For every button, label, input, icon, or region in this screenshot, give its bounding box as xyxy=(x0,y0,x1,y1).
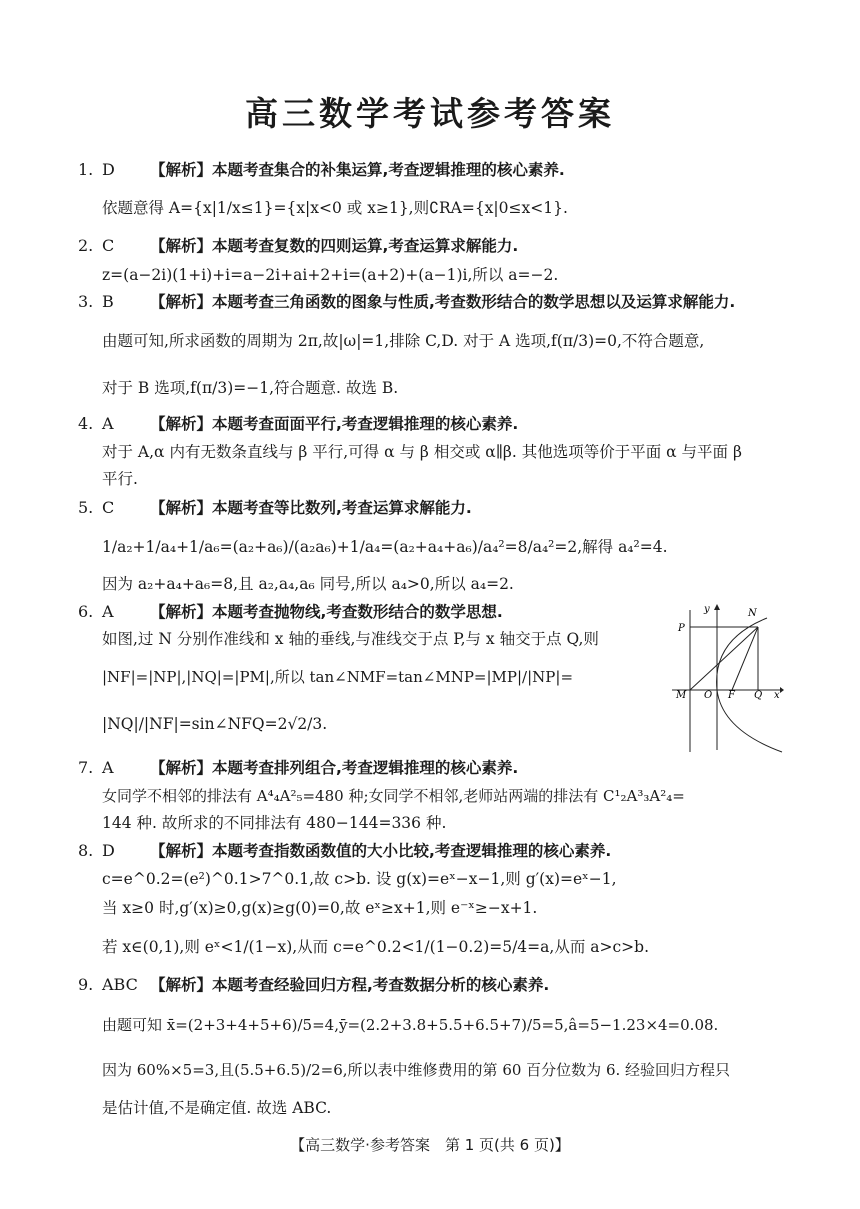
answer-line: 当 x≥0 时,g′(x)≥0,g(x)≥g(0)=0,故 eˣ≥x+1,则 e⁻ˣ≥−x+1. xyxy=(102,899,538,917)
question-2: 2. C 【解析】本题考查复数的四则运算,考查运算求解能力. xyxy=(78,236,519,255)
answer-line: 是估计值,不是确定值. 故选 ABC. xyxy=(102,1099,332,1117)
question-4: 4. A 【解析】本题考查面面平行,考查逻辑推理的核心素养. xyxy=(78,414,519,433)
figure-label: P xyxy=(678,623,685,634)
answer-line: 因为 60%×5=3,且(5.5+6.5)/2=6,所以表中维修费用的第 60 百分位数为 6. 经验回归方程只 xyxy=(102,1061,731,1079)
question-8: 8. D 【解析】本题考查指数函数值的大小比较,考查逻辑推理的核心素养. xyxy=(78,841,612,860)
figure-label: y xyxy=(704,604,710,615)
question-5: 5. C 【解析】本题考查等比数列,考查运算求解能力. xyxy=(78,498,472,517)
parabola-figure xyxy=(672,600,784,755)
figure-label: F xyxy=(728,690,735,701)
answer-line: 因为 a₂+a₄+a₆=8,且 a₂,a₄,a₆ 同号,所以 a₄>0,所以 a₄=2. xyxy=(102,575,514,593)
answer-line: 女同学不相邻的排法有 A⁴₄A²₅=480 种;女同学不相邻,老师站两端的排法有 C¹₂A³₃A²₄= xyxy=(102,787,685,805)
answer-line: 对于 A,α 内有无数条直线与 β 平行,可得 α 与 β 相交或 α∥β. 其他选项等价于平面 α 与平面 β xyxy=(102,443,742,461)
answer-line: 144 种. 故所求的不同排法有 480−144=336 种. xyxy=(102,814,447,832)
figure-label: x xyxy=(774,690,780,701)
answer-line: 如图,过 N 分别作准线和 x 轴的垂线,与准线交于点 P,与 x 轴交于点 Q,则 xyxy=(102,630,599,648)
page-title: 高三数学考试参考答案 xyxy=(245,94,615,133)
answer-line: 由题可知 x̄=(2+3+4+5+6)/5=4,ȳ=(2.2+3.8+5.5+6.5+7)/5=5,â=5−1.23×4=0.08. xyxy=(102,1016,719,1034)
figure-label: O xyxy=(704,690,713,701)
page-footer: 【高三数学·参考答案 第 1 页(共 6 页)】 xyxy=(290,1136,570,1154)
question-9: 9. ABC 【解析】本题考查经验回归方程,考查数据分析的核心素养. xyxy=(78,975,550,994)
answer-line: 由题可知,所求函数的周期为 2π,故|ω|=1,排除 C,D. 对于 A 选项,f(π/3)=0,不符合题意, xyxy=(102,332,705,350)
answer-line: z=(a−2i)(1+i)+i=a−2i+ai+2+i=(a+2)+(a−1)i,所以 a=−2. xyxy=(102,266,559,284)
answer-line: |NF|=|NP|,|NQ|=|PM|,所以 tan∠NMF=tan∠MNP=|MP|/|NP|= xyxy=(102,668,574,686)
answer-line: 对于 B 选项,f(π/3)=−1,符合题意. 故选 B. xyxy=(102,379,399,397)
answer-line: 依题意得 A={x|1/x≤1}={x|x<0 或 x≥1},则∁RA={x|0≤x<1}. xyxy=(102,199,568,217)
answer-line: 1/a₂+1/a₄+1/a₆=(a₂+a₆)/(a₂a₆)+1/a₄=(a₂+a₄+a₆)/a₄²=8/a₄²=2,解得 a₄²=4. xyxy=(102,538,668,556)
question-7: 7. A 【解析】本题考查排列组合,考查逻辑推理的核心素养. xyxy=(78,758,519,777)
figure-label: N xyxy=(748,608,757,619)
answer-line: c=e^0.2=(e²)^0.1>7^0.1,故 c>b. 设 g(x)=eˣ−x−1,则 g′(x)=eˣ−1, xyxy=(102,870,617,888)
figure-label: M xyxy=(676,690,687,701)
answer-line: 平行. xyxy=(102,470,138,488)
figure-label: Q xyxy=(754,690,763,701)
answer-line: 若 x∈(0,1),则 eˣ<1/(1−x),从而 c=e^0.2<1/(1−0.2)=5/4=a,从而 a>c>b. xyxy=(102,938,649,956)
question-3: 3. B 【解析】本题考查三角函数的图象与性质,考查数形结合的数学思想以及运算求解能力. xyxy=(78,292,736,311)
question-1: 1. D 【解析】本题考查集合的补集运算,考查逻辑推理的核心素养. xyxy=(78,160,565,179)
question-6: 6. A 【解析】本题考查抛物线,考查数形结合的数学思想. xyxy=(78,602,503,621)
answer-line: |NQ|/|NF|=sin∠NFQ=2√2/3. xyxy=(102,715,328,733)
